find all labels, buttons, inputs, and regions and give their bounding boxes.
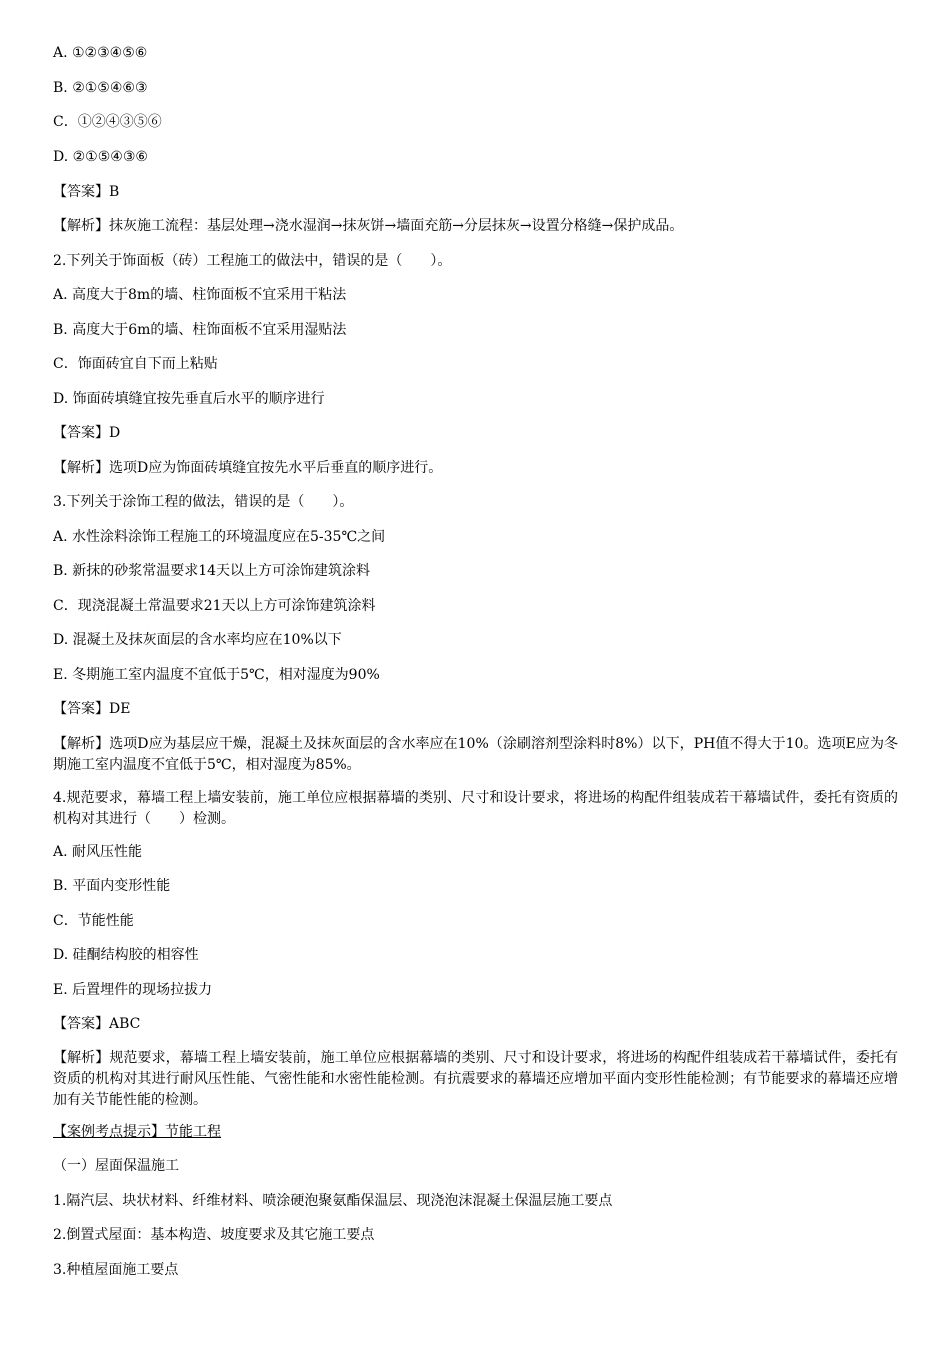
q2-explanation: 【解析】选项D应为饰面砖填缝宜按先水平后垂直的顺序进行。 — [53, 460, 443, 476]
q1-option-c: C．①②④③⑤⑥ — [53, 114, 162, 130]
q4-option-e: E. 后置埋件的现场拉拔力 — [53, 982, 213, 998]
q2-question: 2.下列关于饰面板（砖）工程施工的做法中，错误的是（ ）。 — [53, 253, 452, 269]
q2-answer: 【答案】D — [53, 425, 121, 441]
q1-explanation: 【解析】抹灰施工流程：基层处理→浇水湿润→抹灰饼→墙面充筋→分层抹灰→设置分格缝→保护成品。 — [53, 218, 684, 234]
section-heading: 【案例考点提示】节能工程 — [53, 1124, 221, 1140]
q1-option-a: A. ①②③④⑤⑥ — [53, 45, 148, 61]
section-sub-heading: （一）屋面保温施工 — [53, 1158, 179, 1174]
q2-option-d: D. 饰面砖填缝宜按先垂直后水平的顺序进行 — [53, 391, 325, 407]
q1-option-b: B. ②①⑤④⑥③ — [53, 80, 148, 96]
q3-option-c: C．现浇混凝土常温要求21天以上方可涂饰建筑涂料 — [53, 598, 376, 614]
section-item-2: 2.倒置式屋面：基本构造、坡度要求及其它施工要点 — [53, 1227, 375, 1243]
q4-question: 4.规范要求，幕墙工程上墙安装前，施工单位应根据幕墙的类别、尺寸和设计要求，将进场的构配件组装成若干幕墙试件，委托有资质的机构对其进行（ ）检测。 — [53, 790, 898, 827]
section-item-1: 1.隔汽层、块状材料、纤维材料、喷涂硬泡聚氨酯保温层、现浇泡沫混凝土保温层施工要点 — [53, 1193, 613, 1209]
q2-option-c: C．饰面砖宜自下而上粘贴 — [53, 356, 218, 372]
q3-option-d: D. 混凝土及抹灰面层的含水率均应在10%以下 — [53, 632, 342, 648]
q4-explanation: 【解析】规范要求，幕墙工程上墙安装前，施工单位应根据幕墙的类别、尺寸和设计要求，将进场的构配件组装成若干幕墙试件，委托有资质的机构对其进行耐风压性能、气密性能和水密性能检测。有抗震要求的幕墙还应增加平面内变形性能检测；有节能要求的幕墙还应增加有关节能性能的检测。 — [53, 1050, 898, 1108]
q4-option-b: B. 平面内变形性能 — [53, 878, 171, 894]
q1-option-d: D. ②①⑤④③⑥ — [53, 149, 148, 165]
q3-option-b: B. 新抹的砂浆常温要求14天以上方可涂饰建筑涂料 — [53, 563, 371, 579]
q2-option-a: A. 高度大于8m的墙、柱饰面板不宜采用干粘法 — [53, 287, 347, 303]
section-item-3: 3.种植屋面施工要点 — [53, 1262, 179, 1278]
q4-answer: 【答案】ABC — [53, 1016, 141, 1032]
q2-option-b: B. 高度大于6m的墙、柱饰面板不宜采用湿贴法 — [53, 322, 347, 338]
q3-question: 3.下列关于涂饰工程的做法，错误的是（ ）。 — [53, 494, 354, 510]
q3-option-a: A. 水性涂料涂饰工程施工的环境温度应在5-35℃之间 — [53, 529, 386, 545]
q3-option-e: E. 冬期施工室内温度不宜低于5℃，相对湿度为90% — [53, 667, 380, 683]
q3-answer: 【答案】DE — [53, 701, 131, 717]
q4-option-a: A. 耐风压性能 — [53, 844, 143, 860]
q3-explanation: 【解析】选项D应为基层应干燥，混凝土及抹灰面层的含水率应在10%（涂刷溶剂型涂料时8%）以下，PH值不得大于10。选项E应为冬期施工室内温度不宜低于5℃，相对湿度为85%。 — [53, 736, 898, 773]
q1-answer: 【答案】B — [53, 184, 120, 200]
q4-option-d: D. 硅酮结构胶的相容性 — [53, 947, 199, 963]
q4-option-c: C．节能性能 — [53, 913, 134, 929]
